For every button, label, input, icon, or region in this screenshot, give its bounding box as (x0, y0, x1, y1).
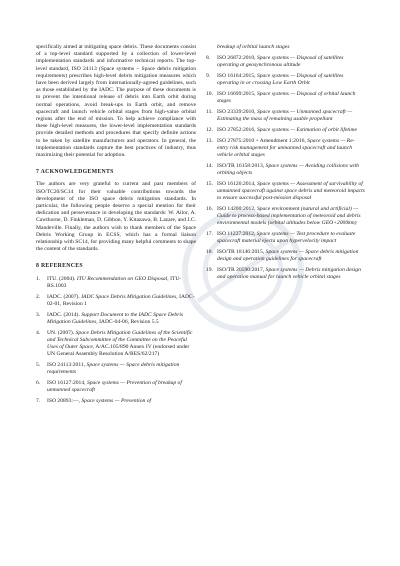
acknowledgements-paragraph: The authors are very grateful to current and past members of ISO/TC20/SC14 for their valuable contributions towards the development of the ISO space debris mitigation standards. In particular, the following people deserve a special mention for their dedication and perseverance in developing the standards: W. Ailor, A. Cawthorne, D. Finkleman, D. Gibbon, Y. Kitazawa, B. Lazare, and J.C. Mandeville. Finally, the authors wish to thank members of the Space Debris Working Group in ECSS, which has a formal liaison relationship with SC14, for providing many helpful comments to shape the content of the standards. (36, 181, 196, 253)
reference-title: Space systems — Disposal of satellites operating at geosynchronous altitude (217, 54, 344, 68)
reference-source: IADC. (2007). (47, 293, 82, 300)
reference-text (217, 138, 366, 160)
reference-details: , IADC-02-01, Revision 1 (47, 293, 195, 307)
reference-item (36, 330, 196, 359)
references-list-right (206, 55, 366, 282)
reference-source: ISO 26872:2010, (217, 54, 257, 61)
reference-source: ISO 16164:2015, (217, 72, 257, 79)
reference-source: ISO/TR 20590:2017, (217, 267, 266, 274)
reference-source: ISO 14200:2012, (217, 206, 257, 212)
intro-paragraph: specifically aimed at mitigating space debris. These documents consist of a top-level standard supported by a collection of lower-level implementation standards and informative technical reports. The top-level standard, ISO 24113 (Space systems – Space debris mitigation requirements) prescribes high-level debris mitigation measures which have been derived largely from internationally-agreed guidelines, such as those established by the IADC. The purpose of these documents is to prevent the intentional release of debris into Earth orbit during normal operations, avoid break-ups in Earth orbit, and remove spacecraft and launch vehicle orbital stages from high-value orbital regions after the end of mission. To help achieve compliance with these high-level measures, the lower-level implementation standards provide detailed methods and procedures that specify definite actions to be taken by satellite manufacturers and operators. In general, the implementation standards capture the best practices of industry, thus maximizing their potential for adoption. (36, 44, 196, 159)
reference-text (47, 312, 196, 326)
reference-item (36, 380, 196, 394)
reference-number: 7. (36, 398, 41, 405)
reference-source: ITU. (2004). (47, 275, 77, 282)
reference-title: ITU Recommendation on GEO Disposal (76, 275, 168, 282)
reference-item (206, 127, 366, 134)
reference-text (217, 249, 366, 263)
reference-title: Space systems — Space debris mitigation design and operation guidelines for spacecraft (217, 249, 359, 263)
reference-source: UN. (2007). (47, 329, 76, 336)
reference-source: ISO 16699:2015, (217, 90, 257, 97)
reference-title: Space systems — Disposal of orbital launch stages (217, 90, 356, 104)
reference-item (36, 294, 196, 308)
reference-details: , ITU-RS.1003 (47, 275, 182, 289)
reference-number: 13. (206, 137, 213, 144)
reference-source: ISO/TR 16158:2013, (217, 162, 266, 169)
reference-title: Space systems — Test procedure to evaluate spacecraft material ejecta upon hypervelocity impact (217, 231, 356, 245)
reference-item (206, 138, 366, 160)
reference-source: ISO 20893:—, (47, 398, 82, 405)
reference-title: Space systems — Avoiding collisions with orbiting objects (217, 162, 359, 176)
reference-number: 8. (206, 54, 211, 61)
reference-item (206, 249, 366, 263)
reference-text (217, 73, 366, 87)
reference-item (36, 398, 196, 405)
reference-source: ISO 27875:2010 + Amendment 1:2016, (217, 137, 308, 144)
reference-item (206, 91, 366, 105)
reference-number: 15. (206, 180, 213, 187)
reference-item (206, 73, 366, 87)
reference-7-continuation: breakup of orbital launch stages (217, 44, 290, 50)
acknowledgements-heading: 7 ACKNOWLEDGEMENTS (36, 169, 114, 176)
reference-title: Space systems — Re-entry risk management for unmanned spacecraft and launch vehicle orbital stages (217, 137, 355, 158)
reference-item (206, 231, 366, 245)
reference-title: Space Debris Mitigation Guidelines of the Scientific and Technical Subcommittee of the Committee on the Peaceful Uses of Outer Space (47, 329, 193, 351)
reference-title: Space systems — Unmanned spacecraft — Estimating the mass of remaining usable propellant (217, 108, 353, 122)
reference-title: Space systems — Assessment of survivability of unmanned spacecraft against space debris and meteoroid impacts to ensure successful post-mission disposal (217, 180, 365, 202)
reference-number: 6. (36, 380, 41, 387)
reference-number: 14. (206, 162, 213, 169)
reference-number: 17. (206, 231, 213, 238)
reference-text (217, 127, 366, 134)
reference-item (206, 109, 366, 123)
reference-source: IADC. (2014). (47, 311, 82, 318)
reference-source: ISO/TR 18146:2015, (217, 249, 266, 256)
reference-title: Space systems — Prevention of breakup of unmanned spacecraft (47, 380, 182, 394)
reference-source: ISO 27852:2016, (217, 126, 257, 133)
reference-text (217, 181, 366, 203)
reference-item (36, 362, 196, 376)
reference-item (206, 55, 366, 69)
reference-number: 2. (36, 293, 41, 300)
reference-text (217, 231, 366, 245)
reference-title: Space systems — Space debris mitigation requirements (47, 362, 180, 376)
reference-number: 10. (206, 90, 213, 97)
reference-text (217, 267, 366, 281)
reference-number: 4. (36, 329, 41, 336)
reference-item (206, 267, 366, 281)
reference-source: ISO 16127:2014, (47, 380, 87, 387)
reference-text (217, 55, 366, 69)
reference-item (36, 276, 196, 290)
reference-item (206, 163, 366, 177)
reference-number: 18. (206, 249, 213, 256)
reference-text (47, 380, 196, 394)
reference-number: 3. (36, 311, 41, 318)
reference-source: ISO 11227:2012, (217, 231, 257, 238)
reference-title: Space systems — Disposal of satellites operating in or crossing Low Earth Orbit (217, 72, 344, 86)
reference-text (47, 276, 196, 290)
reference-title: Space systems — Debris mitigation design and operation manual for launch vehicle orbital stages (217, 267, 361, 281)
right-column (206, 44, 366, 285)
reference-text (47, 362, 196, 376)
reference-source: ISO 24113:2011, (47, 362, 87, 369)
reference-title: Space systems — Estimation of orbit lifetime (256, 126, 357, 133)
reference-number: 11. (206, 108, 213, 115)
reference-item (206, 206, 366, 228)
reference-title: Space environment (natural and artificial) — Guide to process-based implementation of meteoroid and debris environmental models (orbital altitudes below GEO+2000km) (217, 206, 361, 227)
reference-text (217, 109, 366, 123)
reference-text (217, 206, 366, 228)
reference-number: 16. (206, 206, 213, 212)
reference-number: 19. (206, 267, 213, 274)
reference-details: , IADC-04-06, Revision 5.5 (96, 318, 159, 325)
reference-item (206, 181, 366, 203)
references-heading: 8 REFERENCES (36, 263, 83, 270)
reference-title: Space systems — Prevention of (81, 398, 152, 405)
reference-item (36, 312, 196, 326)
reference-source: ISO 23339:2010, (217, 108, 257, 115)
references-list-left (36, 276, 196, 406)
left-column (36, 44, 196, 409)
reference-text (47, 398, 196, 405)
reference-details: , A/AC.105/890 Annex IV (endorsed under UN General Assembly Resolution A/RES/62/217) (47, 344, 190, 358)
reference-title: IADC Space Debris Mitigation Guidelines (81, 293, 177, 300)
reference-text (47, 294, 196, 308)
reference-number: 9. (206, 72, 211, 79)
reference-title: Support Document to the IADC Space Debris Mitigation Guidelines (47, 311, 184, 325)
reference-number: 12. (206, 126, 213, 133)
reference-text (217, 163, 366, 177)
reference-number: 1. (36, 275, 41, 282)
reference-source: ISO 16126:2014, (217, 180, 257, 187)
reference-text (217, 91, 366, 105)
reference-number: 5. (36, 362, 41, 369)
reference-text (47, 330, 196, 359)
